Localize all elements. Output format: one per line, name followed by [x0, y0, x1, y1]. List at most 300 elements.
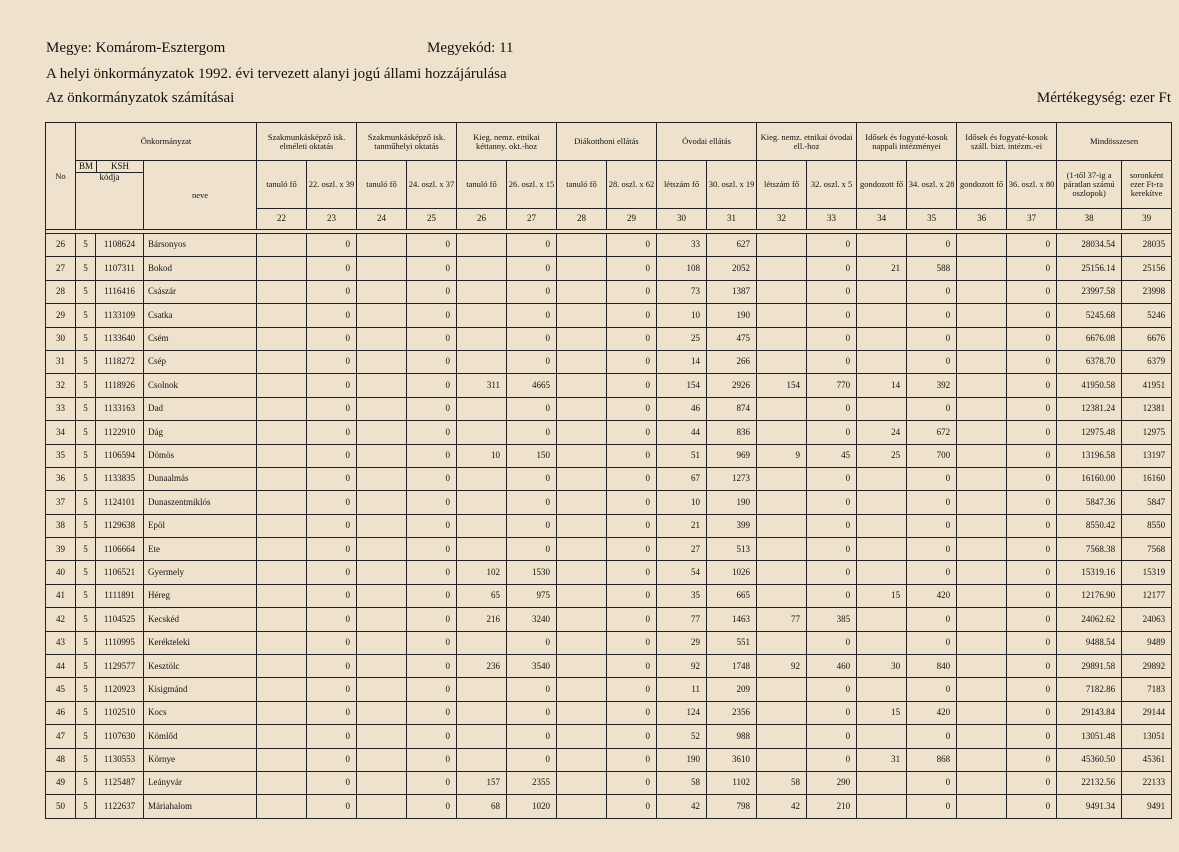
- cell-ksh: 1108624: [96, 234, 144, 257]
- cell-c33: 0: [807, 327, 857, 350]
- cell-c36: [957, 350, 1007, 373]
- cell-ksh: 1133640: [96, 327, 144, 350]
- cell-c28: [557, 374, 607, 397]
- cell-c31: 2356: [707, 701, 757, 724]
- cell-c32: 42: [757, 795, 807, 818]
- cell-c37: 0: [1007, 234, 1057, 257]
- cell-c38: 24062.62: [1057, 608, 1122, 631]
- cell-bm: 5: [76, 304, 96, 327]
- table-row: [46, 748, 1172, 771]
- cell-c27: 0: [507, 327, 557, 350]
- cell-c23: 0: [307, 397, 357, 420]
- cell-bm: 5: [76, 561, 96, 584]
- cell-c36: [957, 655, 1007, 678]
- cell-c37: 0: [1007, 257, 1057, 280]
- cell-c35: 0: [907, 795, 957, 818]
- cell-c35: 0: [907, 514, 957, 537]
- cell-c30: 154: [657, 374, 707, 397]
- cell-c32: [757, 725, 807, 748]
- cell-c32: [757, 327, 807, 350]
- header-group-3: Kieg. nemz. etnikai kéttanny. okt.-hoz: [457, 123, 557, 161]
- cell-c31: 1026: [707, 561, 757, 584]
- cell-c36: [957, 514, 1007, 537]
- cell-c32: [757, 257, 807, 280]
- cell-ksh: 1106664: [96, 538, 144, 561]
- table-row: [46, 280, 1172, 303]
- cell-ksh: 1129577: [96, 655, 144, 678]
- cell-c34: [857, 234, 907, 257]
- cell-c34: [857, 678, 907, 701]
- cell-c38: 12975.48: [1057, 421, 1122, 444]
- cell-c33: 0: [807, 701, 857, 724]
- cell-c39: 6379: [1122, 350, 1172, 373]
- cell-bm: 5: [76, 795, 96, 818]
- cell-c23: 0: [307, 655, 357, 678]
- table-row: [46, 444, 1172, 467]
- cell-c25: 0: [407, 678, 457, 701]
- cell-c23: 0: [307, 467, 357, 490]
- cell-c25: 0: [407, 467, 457, 490]
- cell-c35: 0: [907, 608, 957, 631]
- cell-no: 40: [46, 561, 76, 584]
- column-number: 25: [407, 209, 457, 230]
- cell-c37: 0: [1007, 397, 1057, 420]
- cell-c31: 190: [707, 304, 757, 327]
- cell-c37: 0: [1007, 538, 1057, 561]
- cell-bm: 5: [76, 725, 96, 748]
- cell-c36: [957, 491, 1007, 514]
- cell-no: 27: [46, 257, 76, 280]
- cell-no: 34: [46, 421, 76, 444]
- cell-c29: 0: [607, 421, 657, 444]
- cell-c24: [357, 748, 407, 771]
- cell-c35: 0: [907, 631, 957, 654]
- cell-c31: 988: [707, 725, 757, 748]
- cell-bm: 5: [76, 584, 96, 607]
- column-number: 27: [507, 209, 557, 230]
- sub-header: 22. oszl. x 39: [307, 161, 357, 209]
- cell-c24: [357, 795, 407, 818]
- cell-c36: [957, 725, 1007, 748]
- cell-c34: [857, 631, 907, 654]
- cell-c35: 840: [907, 655, 957, 678]
- cell-c31: 551: [707, 631, 757, 654]
- cell-c26: [457, 514, 507, 537]
- cell-bm: 5: [76, 771, 96, 794]
- sub-header: gondozott fő: [957, 161, 1007, 209]
- cell-c23: 0: [307, 795, 357, 818]
- cell-c27: 0: [507, 421, 557, 444]
- cell-c22: [257, 584, 307, 607]
- cell-c34: [857, 280, 907, 303]
- sub-header: 24. oszl. x 37: [407, 161, 457, 209]
- cell-c32: 92: [757, 655, 807, 678]
- cell-c30: 14: [657, 350, 707, 373]
- cell-ksh: 1107311: [96, 257, 144, 280]
- cell-name: Császár: [144, 280, 257, 303]
- cell-c28: [557, 304, 607, 327]
- cell-c39: 45361: [1122, 748, 1172, 771]
- table-row: [46, 701, 1172, 724]
- table-row: [46, 725, 1172, 748]
- cell-c38: 41950.58: [1057, 374, 1122, 397]
- cell-c28: [557, 257, 607, 280]
- cell-c32: 77: [757, 608, 807, 631]
- sub-header: 36. oszl. x 80: [1007, 161, 1057, 209]
- column-number: 39: [1122, 209, 1172, 230]
- header-onkormanyzat: Önkormányzat: [76, 123, 257, 161]
- cell-c28: [557, 444, 607, 467]
- cell-c25: 0: [407, 608, 457, 631]
- cell-bm: 5: [76, 421, 96, 444]
- cell-c30: 46: [657, 397, 707, 420]
- cell-name: Leányvár: [144, 771, 257, 794]
- cell-c29: 0: [607, 444, 657, 467]
- page-title: A helyi önkormányzatok 1992. évi tervezett alanyi jogú állami hozzájárulása: [46, 66, 507, 82]
- cell-c29: 0: [607, 631, 657, 654]
- cell-name: Bokod: [144, 257, 257, 280]
- cell-c29: 0: [607, 561, 657, 584]
- cell-c32: [757, 584, 807, 607]
- cell-c34: [857, 397, 907, 420]
- cell-c26: 157: [457, 771, 507, 794]
- cell-c37: 0: [1007, 327, 1057, 350]
- cell-c30: 190: [657, 748, 707, 771]
- sub-header: gondozott fő: [857, 161, 907, 209]
- cell-c27: 0: [507, 491, 557, 514]
- cell-c25: 0: [407, 257, 457, 280]
- cell-c27: 0: [507, 748, 557, 771]
- cell-c26: [457, 467, 507, 490]
- cell-c31: 190: [707, 491, 757, 514]
- cell-no: 36: [46, 467, 76, 490]
- cell-c23: 0: [307, 631, 357, 654]
- cell-c38: 29891.58: [1057, 655, 1122, 678]
- cell-c25: 0: [407, 234, 457, 257]
- cell-ksh: 1129638: [96, 514, 144, 537]
- cell-c28: [557, 631, 607, 654]
- cell-c30: 108: [657, 257, 707, 280]
- cell-c26: [457, 327, 507, 350]
- cell-c29: 0: [607, 397, 657, 420]
- cell-c31: 2052: [707, 257, 757, 280]
- cell-c22: [257, 725, 307, 748]
- cell-c26: [457, 257, 507, 280]
- cell-c34: [857, 608, 907, 631]
- cell-c26: [457, 421, 507, 444]
- cell-c25: 0: [407, 584, 457, 607]
- cell-bm: 5: [76, 234, 96, 257]
- cell-no: 39: [46, 538, 76, 561]
- cell-c29: 0: [607, 467, 657, 490]
- cell-c34: 21: [857, 257, 907, 280]
- cell-c24: [357, 655, 407, 678]
- cell-c26: 68: [457, 795, 507, 818]
- cell-c39: 12975: [1122, 421, 1172, 444]
- cell-c22: [257, 257, 307, 280]
- cell-c33: 0: [807, 631, 857, 654]
- cell-c35: 0: [907, 725, 957, 748]
- cell-c27: 0: [507, 234, 557, 257]
- cell-c39: 9491: [1122, 795, 1172, 818]
- cell-c24: [357, 584, 407, 607]
- table-row: [46, 561, 1172, 584]
- cell-c24: [357, 374, 407, 397]
- cell-c34: [857, 467, 907, 490]
- sub-header: tanuló fő: [457, 161, 507, 209]
- cell-c30: 77: [657, 608, 707, 631]
- cell-no: 29: [46, 304, 76, 327]
- cell-c36: [957, 397, 1007, 420]
- cell-c36: [957, 795, 1007, 818]
- cell-c23: 0: [307, 491, 357, 514]
- cell-c32: [757, 280, 807, 303]
- cell-c39: 24063: [1122, 608, 1172, 631]
- cell-c27: 1530: [507, 561, 557, 584]
- cell-c37: 0: [1007, 795, 1057, 818]
- cell-c39: 41951: [1122, 374, 1172, 397]
- cell-c39: 13051: [1122, 725, 1172, 748]
- cell-c34: [857, 514, 907, 537]
- cell-c29: 0: [607, 725, 657, 748]
- cell-c39: 16160: [1122, 467, 1172, 490]
- cell-ksh: 1118926: [96, 374, 144, 397]
- cell-c22: [257, 280, 307, 303]
- cell-c27: 4665: [507, 374, 557, 397]
- cell-no: 38: [46, 514, 76, 537]
- cell-bm: 5: [76, 655, 96, 678]
- cell-c33: 0: [807, 678, 857, 701]
- cell-c32: [757, 678, 807, 701]
- cell-c33: 45: [807, 444, 857, 467]
- cell-c30: 52: [657, 725, 707, 748]
- cell-c38: 25156.14: [1057, 257, 1122, 280]
- cell-c37: 0: [1007, 678, 1057, 701]
- cell-bm: 5: [76, 701, 96, 724]
- cell-c29: 0: [607, 304, 657, 327]
- cell-c34: 31: [857, 748, 907, 771]
- cell-c23: 0: [307, 257, 357, 280]
- cell-c35: 672: [907, 421, 957, 444]
- cell-c25: 0: [407, 280, 457, 303]
- cell-c24: [357, 678, 407, 701]
- cell-c23: 0: [307, 304, 357, 327]
- cell-c25: 0: [407, 350, 457, 373]
- cell-c39: 28035: [1122, 234, 1172, 257]
- cell-c34: [857, 561, 907, 584]
- cell-c27: 0: [507, 280, 557, 303]
- header-group-6: Kieg. nemz. etnikai óvodai ell.-hoz: [757, 123, 857, 161]
- cell-c34: 25: [857, 444, 907, 467]
- cell-c28: [557, 421, 607, 444]
- cell-c31: 209: [707, 678, 757, 701]
- cell-c29: 0: [607, 327, 657, 350]
- cell-c23: 0: [307, 561, 357, 584]
- column-number: 32: [757, 209, 807, 230]
- cell-c32: 9: [757, 444, 807, 467]
- cell-c25: 0: [407, 374, 457, 397]
- cell-c22: [257, 421, 307, 444]
- cell-no: 33: [46, 397, 76, 420]
- county-label: Megye: Komárom-Esztergom: [46, 40, 226, 56]
- cell-c24: [357, 444, 407, 467]
- cell-c39: 29144: [1122, 701, 1172, 724]
- cell-c31: 2926: [707, 374, 757, 397]
- cell-c28: [557, 467, 607, 490]
- cell-c32: [757, 701, 807, 724]
- cell-c30: 73: [657, 280, 707, 303]
- cell-c26: [457, 397, 507, 420]
- cell-c39: 13197: [1122, 444, 1172, 467]
- cell-c38: 22132.56: [1057, 771, 1122, 794]
- cell-c22: [257, 327, 307, 350]
- cell-name: Epöl: [144, 514, 257, 537]
- cell-c32: [757, 514, 807, 537]
- cell-c35: 0: [907, 304, 957, 327]
- sub-header: tanuló fő: [357, 161, 407, 209]
- cell-c28: [557, 795, 607, 818]
- sub-header: tanuló fő: [257, 161, 307, 209]
- table-row: [46, 467, 1172, 490]
- cell-c28: [557, 748, 607, 771]
- table-row: [46, 514, 1172, 537]
- cell-c22: [257, 397, 307, 420]
- cell-c36: [957, 234, 1007, 257]
- sub-header: 34. oszl. x 28: [907, 161, 957, 209]
- cell-c39: 5847: [1122, 491, 1172, 514]
- cell-no: 32: [46, 374, 76, 397]
- cell-c22: [257, 467, 307, 490]
- cell-c31: 969: [707, 444, 757, 467]
- cell-c32: [757, 304, 807, 327]
- cell-ksh: 1133109: [96, 304, 144, 327]
- cell-c24: [357, 701, 407, 724]
- cell-c25: 0: [407, 491, 457, 514]
- cell-c35: 700: [907, 444, 957, 467]
- header-kodja: [76, 161, 144, 230]
- cell-c33: 0: [807, 725, 857, 748]
- cell-c28: [557, 584, 607, 607]
- cell-c36: [957, 257, 1007, 280]
- cell-c29: 0: [607, 748, 657, 771]
- cell-c24: [357, 631, 407, 654]
- cell-c31: 513: [707, 538, 757, 561]
- cell-c26: 236: [457, 655, 507, 678]
- cell-c24: [357, 538, 407, 561]
- cell-c38: 6378.70: [1057, 350, 1122, 373]
- table-row: [46, 374, 1172, 397]
- cell-c39: 12381: [1122, 397, 1172, 420]
- cell-c27: 0: [507, 257, 557, 280]
- cell-ksh: 1122637: [96, 795, 144, 818]
- cell-c31: 266: [707, 350, 757, 373]
- cell-bm: 5: [76, 608, 96, 631]
- cell-c32: [757, 491, 807, 514]
- cell-ksh: 1106521: [96, 561, 144, 584]
- cell-c26: [457, 748, 507, 771]
- cell-c34: [857, 725, 907, 748]
- cell-no: 31: [46, 350, 76, 373]
- sub-header: 30. oszl. x 19: [707, 161, 757, 209]
- cell-c36: [957, 678, 1007, 701]
- cell-c32: [757, 397, 807, 420]
- cell-name: Ete: [144, 538, 257, 561]
- sub-header: létszám fő: [757, 161, 807, 209]
- column-number: 30: [657, 209, 707, 230]
- cell-c27: 0: [507, 397, 557, 420]
- cell-c33: 0: [807, 491, 857, 514]
- cell-c38: 5847.36: [1057, 491, 1122, 514]
- cell-name: Héreg: [144, 584, 257, 607]
- cell-c28: [557, 538, 607, 561]
- cell-c35: 0: [907, 234, 957, 257]
- cell-c39: 12177: [1122, 584, 1172, 607]
- cell-c38: 12381.24: [1057, 397, 1122, 420]
- cell-c22: [257, 678, 307, 701]
- sub-header: tanuló fő: [557, 161, 607, 209]
- cell-c34: 30: [857, 655, 907, 678]
- cell-c27: 1020: [507, 795, 557, 818]
- cell-c37: 0: [1007, 304, 1057, 327]
- cell-c23: 0: [307, 444, 357, 467]
- table-row: [46, 421, 1172, 444]
- cell-c23: 0: [307, 678, 357, 701]
- cell-c31: 1273: [707, 467, 757, 490]
- cell-c34: [857, 795, 907, 818]
- cell-c36: [957, 280, 1007, 303]
- cell-c35: 0: [907, 467, 957, 490]
- cell-c22: [257, 374, 307, 397]
- column-number: 29: [607, 209, 657, 230]
- cell-c38: 8550.42: [1057, 514, 1122, 537]
- cell-c28: [557, 514, 607, 537]
- cell-c29: 0: [607, 678, 657, 701]
- cell-c31: 665: [707, 584, 757, 607]
- cell-c22: [257, 655, 307, 678]
- cell-c22: [257, 561, 307, 584]
- cell-c38: 15319.16: [1057, 561, 1122, 584]
- cell-c36: [957, 631, 1007, 654]
- cell-c28: [557, 491, 607, 514]
- cell-c23: 0: [307, 421, 357, 444]
- cell-c34: 15: [857, 584, 907, 607]
- column-number: 33: [807, 209, 857, 230]
- cell-c35: 0: [907, 350, 957, 373]
- cell-name: Környe: [144, 748, 257, 771]
- cell-c33: 0: [807, 234, 857, 257]
- cell-c22: [257, 701, 307, 724]
- cell-c37: 0: [1007, 514, 1057, 537]
- cell-bm: 5: [76, 678, 96, 701]
- cell-c38: 6676.08: [1057, 327, 1122, 350]
- header-neve: neve: [144, 161, 257, 230]
- cell-c28: [557, 280, 607, 303]
- cell-c35: 0: [907, 327, 957, 350]
- cell-c31: 3610: [707, 748, 757, 771]
- cell-c37: 0: [1007, 467, 1057, 490]
- cell-c28: [557, 771, 607, 794]
- cell-c29: 0: [607, 584, 657, 607]
- cell-c32: [757, 421, 807, 444]
- cell-c32: [757, 234, 807, 257]
- cell-name: Dad: [144, 397, 257, 420]
- table-row: [46, 584, 1172, 607]
- header-group-2: Szakmunkásképző isk. tanműhelyi oktatás: [357, 123, 457, 161]
- cell-c39: 7183: [1122, 678, 1172, 701]
- cell-name: Bársonyos: [144, 234, 257, 257]
- cell-c24: [357, 327, 407, 350]
- table-row: [46, 327, 1172, 350]
